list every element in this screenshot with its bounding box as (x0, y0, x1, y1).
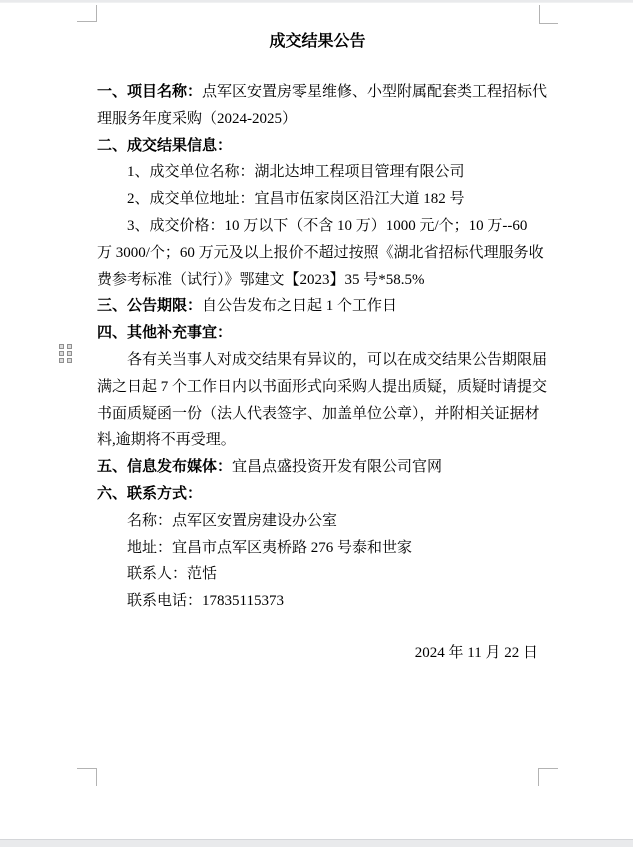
text-line[interactable] (97, 297, 538, 315)
text-line[interactable] (97, 485, 538, 503)
text-line[interactable] (97, 592, 538, 610)
text-line[interactable] (97, 244, 544, 262)
document-date[interactable]: 2024 年 11 月 22 日 (414, 645, 538, 661)
document-body (0, 3, 633, 840)
text-segment: 地址：宜昌市点军区夷桥路 276 号泰和世家 (127, 539, 413, 556)
text-segment-bold: 六、联系方式： (97, 486, 203, 502)
text-line[interactable] (97, 539, 538, 557)
text-line[interactable] (97, 378, 548, 396)
text-line[interactable] (97, 431, 538, 449)
text-segment: 2、成交单位地址：宜昌市伍家岗区沿江大道 182 号 (127, 191, 465, 208)
text-line[interactable] (97, 271, 538, 289)
text-segment: 3、成交价格：10 万以下（不含 10 万）1000 元/个；10 万--60 (127, 218, 528, 234)
text-segment: 联系人：范恬 (127, 566, 218, 583)
text-line[interactable] (97, 351, 548, 369)
text-segment-bold: 二、成交结果信息： (97, 137, 233, 154)
text-segment-bold: 一、项目名称： (97, 84, 203, 100)
text-segment: 满之日起 7 个工作日内以书面形式向采购人提出质疑，质疑时请提交 (97, 378, 548, 395)
text-line[interactable] (97, 163, 538, 181)
text-line[interactable] (97, 83, 548, 101)
text-segment: 万 3000/个；60 万元及以上报价不超过按照《湖北省招标代理服务收 (97, 244, 544, 261)
text-segment: 联系电话：17835115373 (127, 593, 284, 610)
text-segment: 费参考标准（试行）》鄂建文【2023】35 号*58.5% (97, 271, 425, 288)
text-segment: 宜昌点盛投资开发有限公司官网 (232, 459, 443, 476)
text-segment: 书面质疑函一份（法人代表签字、加盖单位公章），并附相关证据材 (97, 405, 540, 422)
text-line[interactable] (97, 565, 538, 583)
text-segment: 料,逾期将不再受理。 (97, 432, 236, 449)
text-segment: 各有关当事人对成交结果有异议的，可以在成交结果公告期限届 (127, 352, 548, 368)
text-line[interactable] (97, 110, 538, 128)
text-segment-bold: 五、信息发布媒体： (97, 459, 233, 476)
text-line[interactable] (97, 512, 538, 530)
text-segment: 点军区安置房零星维修、小型附属配套类工程招标代 (202, 84, 548, 100)
text-line[interactable] (97, 217, 538, 235)
text-segment: 自公告发布之日起 1 个工作日 (202, 298, 398, 315)
text-segment: 名称：点军区安置房建设办公室 (127, 512, 338, 529)
text-segment-bold: 四、其他补充事宜： (97, 325, 233, 342)
text-line[interactable] (97, 458, 538, 476)
text-line[interactable] (97, 405, 538, 423)
text-line[interactable] (97, 190, 538, 208)
text-line[interactable] (97, 137, 538, 155)
document-title[interactable]: 成交结果公告 (269, 33, 366, 50)
text-segment: 理服务年度采购（2024-2025） (97, 110, 297, 127)
text-line[interactable] (97, 324, 538, 342)
text-segment-bold: 三、公告期限： (97, 298, 203, 315)
text-segment: 1、成交单位名称：湖北达坤工程项目管理有限公司 (127, 164, 465, 181)
document-page[interactable] (0, 2, 633, 840)
